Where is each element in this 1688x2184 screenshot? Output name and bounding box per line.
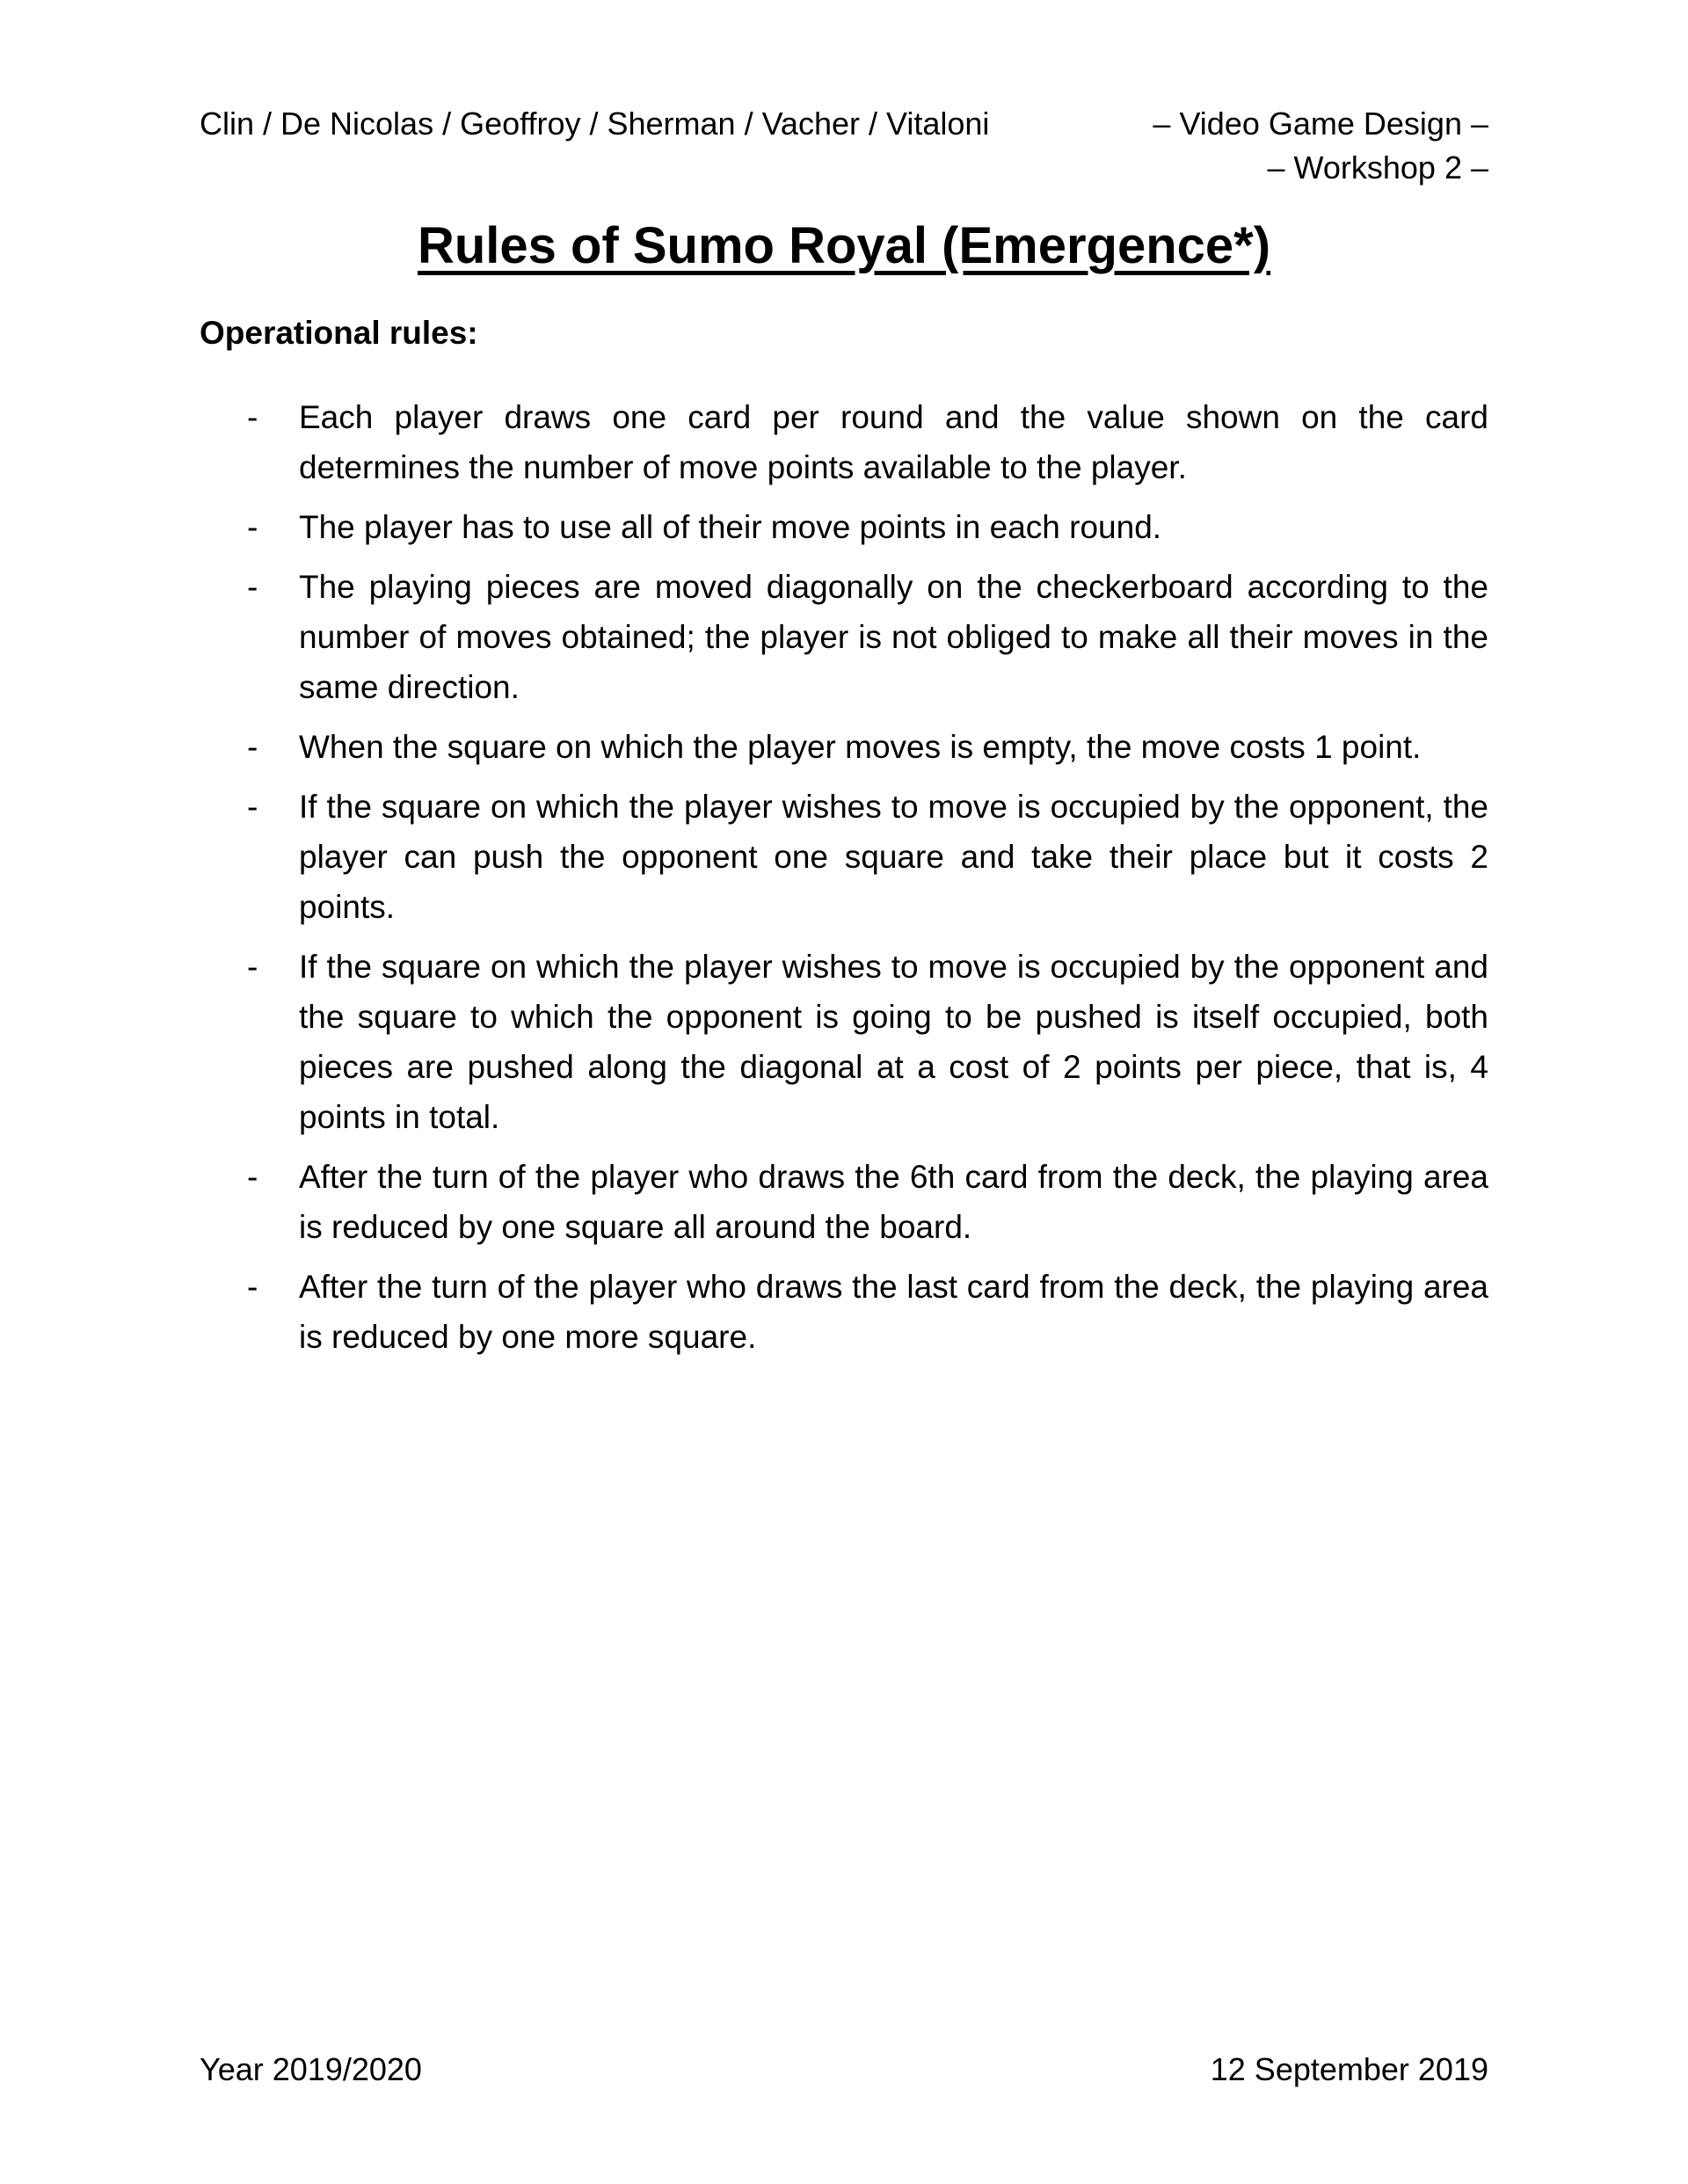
page-header (200, 102, 1488, 190)
document-title (0, 216, 1688, 275)
header-workshop: – Workshop 2 – (1267, 149, 1488, 186)
bullet-marker: - (247, 399, 258, 435)
bullet-marker: - (247, 729, 258, 765)
bullet-marker: - (247, 1269, 258, 1305)
rule-item (200, 782, 1488, 932)
rule-text: The playing pieces are moved diagonally on the checkerboard according to the number of moves obtained; the player is not obliged to make all their moves in the same direction. (299, 569, 1488, 705)
rule-text: Each player draws one card per round and the value shown on the card determines the number of move points available to the player. (299, 399, 1488, 485)
bullet-marker: - (247, 569, 258, 605)
rule-text: After the turn of the player who draws the last card from the deck, the playing area is reduced by one more square. (299, 1269, 1488, 1355)
header-authors: Clin / De Nicolas / Geoffroy / Sherman / Vacher / Vitaloni (200, 106, 990, 142)
rule-item (200, 1152, 1488, 1252)
bullet-marker: - (247, 949, 258, 985)
rule-text: If the square on which the player wishes to move is occupied by the opponent and the square to which the opponent is going to be pushed is itself occupied, both pieces are pushed along the diagonal at a cost of 2 points per piece, that is, 4 points in total. (299, 949, 1488, 1135)
rule-item (200, 722, 1488, 772)
rule-item (200, 562, 1488, 712)
rule-item (200, 502, 1488, 552)
bullet-marker: - (247, 789, 258, 825)
rule-text: When the square on which the player moves is empty, the move costs 1 point. (299, 729, 1422, 765)
section-heading: Operational rules: (200, 315, 478, 351)
header-right-block (1153, 102, 1488, 190)
rule-item (200, 942, 1488, 1142)
footer-year: Year 2019/2020 (200, 2051, 422, 2087)
rule-item (200, 1262, 1488, 1362)
rule-text: If the square on which the player wishes to move is occupied by the opponent, the player can push the opponent one square and take their place but it costs 2 points. (299, 789, 1488, 925)
header-course: – Video Game Design – (1153, 106, 1488, 142)
bullet-marker: - (247, 1159, 258, 1195)
rule-item (200, 392, 1488, 492)
rule-text: After the turn of the player who draws the 6th card from the deck, the playing area is reduced by one square all around the board. (299, 1159, 1488, 1245)
rules-list (200, 392, 1488, 1372)
rule-text: The player has to use all of their move points in each round. (299, 509, 1162, 545)
bullet-marker: - (247, 509, 258, 545)
page-footer (200, 2050, 1488, 2088)
footer-date: 12 September 2019 (1210, 2051, 1488, 2087)
document-title-text: Rules of Sumo Royal (Emergence*) (417, 217, 1271, 274)
